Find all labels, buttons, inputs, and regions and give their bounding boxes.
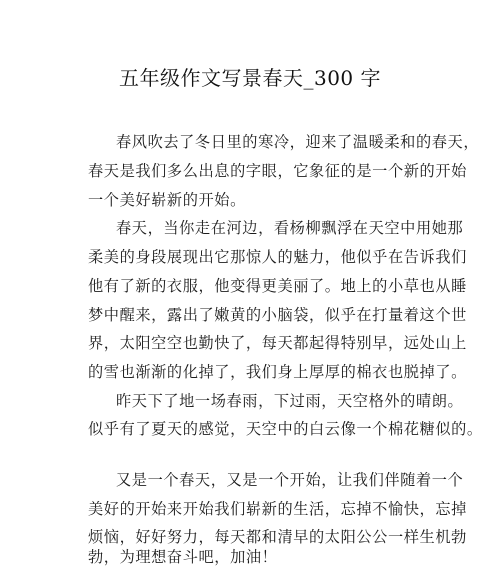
paragraph-4-line-2: 美好的开始来开始我们崭新的生活，忘掉不愉快，忘掉 — [88, 500, 467, 518]
paragraph-2-line-1: 春天，当你走在河边，看杨柳飘浮在天空中用她那 — [116, 219, 464, 237]
paragraph-2-line-5: 界，太阳空空也勤快了，每天都起得特别早，远处山上 — [88, 334, 467, 352]
paragraph-4-line-3: 烦恼，好好努力，每天都和清早的太阳公公一样生机勃 — [88, 528, 467, 546]
paragraph-2-line-3: 他有了新的衣服，他变得更美丽了。地上的小草也从睡 — [88, 277, 467, 295]
paragraph-3-line-1: 昨天下了地一场春雨，下过雨，天空格外的晴朗。 — [116, 392, 464, 410]
paragraph-4-line-4: 勃，为理想奋斗吧，加油！ — [88, 548, 278, 566]
paragraph-2-line-6: 的雪也渐渐的化掉了，我们身上厚厚的棉衣也脱掉了。 — [88, 363, 467, 381]
paragraph-1-line-1: 春风吹去了冬日里的寒冷，迎来了温暖柔和的春天， — [116, 133, 480, 151]
paragraph-2-line-2: 柔美的身段展现出它那惊人的魅力，他似乎在告诉我们 — [88, 248, 467, 266]
paragraph-3-line-2: 似乎有了夏天的感觉，天空中的白云像一个棉花糖似的。 — [88, 420, 483, 438]
paragraph-1-line-2: 春天是我们多么出息的字眼，它象征的是一个新的开始 — [88, 162, 467, 180]
paragraph-1-line-3: 一个美好崭新的开始。 — [88, 191, 246, 209]
document-title: 五年级作文写景春天_300 字 — [118, 66, 382, 90]
paragraph-4-line-1: 又是一个春天，又是一个开始，让我们伴随着一个 — [116, 471, 464, 489]
paragraph-2-line-4: 梦中醒来，露出了嫩黄的小脑袋，似乎在打量着这个世 — [88, 306, 467, 324]
